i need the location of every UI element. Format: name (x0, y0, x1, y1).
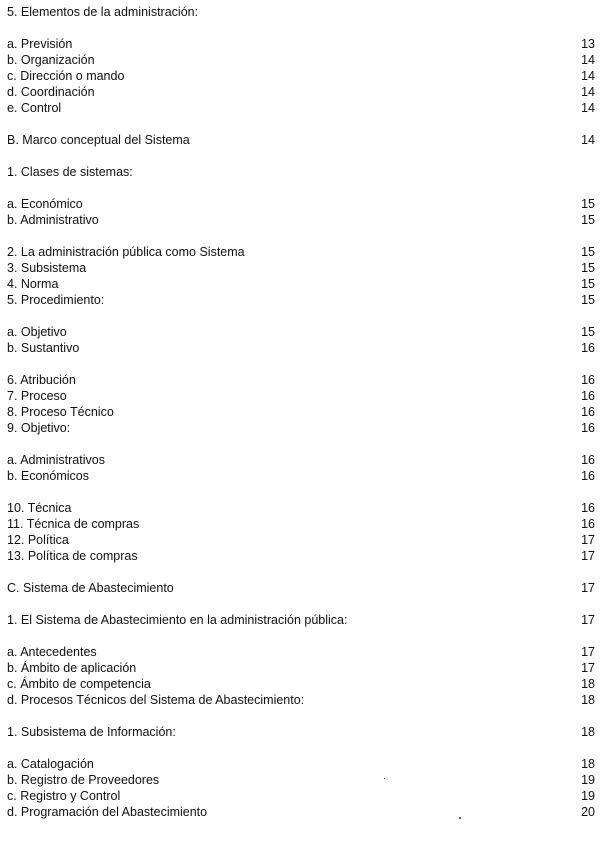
toc-entry (7, 516, 595, 532)
spacer (7, 484, 595, 500)
toc-entry-page: 14 (581, 69, 595, 83)
toc-entry-label: 1. Clases de sistemas: (7, 165, 133, 179)
toc-entry (7, 420, 595, 436)
toc-entry (7, 212, 595, 228)
toc-entry-page: 19 (581, 789, 595, 803)
toc-entry-page: 17 (581, 549, 595, 563)
toc-entry-label: a. Antecedentes (7, 645, 97, 659)
spacer (7, 228, 595, 244)
toc-entry (7, 372, 595, 388)
table-of-contents (7, 4, 595, 820)
spacer (7, 20, 595, 36)
toc-entry-page: 15 (581, 245, 595, 259)
toc-entry (7, 404, 595, 420)
toc-entry-page: 15 (581, 261, 595, 275)
toc-entry-label: 13. Política de compras (7, 549, 138, 563)
toc-entry-label: a. Previsión (7, 37, 73, 51)
toc-entry-page: 15 (581, 197, 595, 211)
toc-entry-page: 16 (581, 341, 595, 355)
toc-entry-label: b. Ámbito de aplicación (7, 661, 137, 675)
toc-entry-label: d. Coordinación (7, 85, 95, 99)
toc-entry (7, 276, 595, 292)
toc-entry (7, 468, 595, 484)
toc-entry (7, 196, 595, 212)
toc-entry (7, 532, 595, 548)
toc-entry (7, 100, 595, 116)
toc-entry-label: 2. La administración pública como Sistema (7, 245, 245, 259)
toc-entry (7, 500, 595, 516)
toc-entry-page: 16 (581, 421, 595, 435)
toc-entry-page: 17 (581, 613, 595, 627)
toc-entry-page: 18 (581, 725, 595, 739)
toc-entry-page: 18 (581, 757, 595, 771)
toc-entry-label: 5. Elementos de la administración: (7, 5, 199, 19)
toc-entry-label: 4. Norma (7, 277, 59, 291)
spacer (7, 564, 595, 580)
toc-entry-label: c. Ámbito de competencia (7, 677, 151, 691)
toc-entry (7, 36, 595, 52)
toc-entry-label: 3. Subsistema (7, 261, 87, 275)
toc-entry (7, 388, 595, 404)
toc-entry-label: d. Procesos Técnicos del Sistema de Abastecimiento: (7, 693, 305, 707)
toc-entry-page: 16 (581, 405, 595, 419)
toc-entry (7, 4, 595, 20)
toc-entry-page: 15 (581, 325, 595, 339)
toc-entry (7, 772, 595, 788)
toc-entry (7, 580, 595, 596)
spacer (7, 708, 595, 724)
toc-entry-label: C. Sistema de Abastecimiento (7, 581, 174, 595)
toc-entry-page: 15 (581, 277, 595, 291)
toc-entry-label: 9. Objetivo: (7, 421, 71, 435)
spacer (7, 148, 595, 164)
toc-entry-label: b. Organización (7, 53, 95, 67)
toc-entry-page: 17 (581, 581, 595, 595)
toc-entry-label: 5. Procedimiento: (7, 293, 105, 307)
toc-entry-label: a. Catalogación (7, 757, 94, 771)
spacer (7, 740, 595, 756)
toc-entry (7, 84, 595, 100)
speck (384, 778, 385, 779)
toc-entry-page: 16 (581, 517, 595, 531)
toc-entry-label: c. Registro y Control (7, 789, 121, 803)
toc-entry (7, 292, 595, 308)
toc-entry-label: a. Administrativos (7, 453, 105, 467)
toc-entry (7, 788, 595, 804)
toc-entry (7, 260, 595, 276)
toc-entry (7, 324, 595, 340)
toc-entry (7, 804, 595, 820)
spacer (7, 436, 595, 452)
toc-entry-page: 16 (581, 501, 595, 515)
toc-entry (7, 548, 595, 564)
toc-entry-label: c. Dirección o mando (7, 69, 125, 83)
toc-entry-label: 1. Subsistema de Información: (7, 725, 176, 739)
toc-entry-page: 18 (581, 677, 595, 691)
toc-entry-page: 15 (581, 293, 595, 307)
toc-entry-label: b. Económicos (7, 469, 89, 483)
toc-entry (7, 676, 595, 692)
spacer (7, 628, 595, 644)
toc-entry (7, 340, 595, 356)
toc-entry-page: 20 (581, 805, 595, 819)
toc-entry-label: d. Programación del Abastecimiento (7, 805, 208, 819)
toc-entry (7, 132, 595, 148)
toc-entry-label: b. Sustantivo (7, 341, 80, 355)
toc-entry-page: 14 (581, 101, 595, 115)
toc-entry (7, 52, 595, 68)
toc-entry-page: 16 (581, 469, 595, 483)
toc-entry-label: 7. Proceso (7, 389, 67, 403)
toc-entry-label: 11. Técnica de compras (7, 517, 140, 531)
toc-entry-label: b. Registro de Proveedores (7, 773, 160, 787)
spacer (7, 596, 595, 612)
spacer (7, 308, 595, 324)
toc-entry-label: 8. Proceso Técnico (7, 405, 114, 419)
toc-entry-page: 19 (581, 773, 595, 787)
toc-entry-page: 14 (581, 53, 595, 67)
toc-entry (7, 756, 595, 772)
toc-entry-page: 17 (581, 661, 595, 675)
toc-entry (7, 244, 595, 260)
toc-entry (7, 452, 595, 468)
spacer (7, 356, 595, 372)
speck (459, 817, 461, 819)
toc-entry-label: 10. Técnica (7, 501, 72, 515)
toc-entry (7, 612, 595, 628)
toc-entry-page: 14 (581, 85, 595, 99)
toc-entry (7, 724, 595, 740)
toc-entry (7, 644, 595, 660)
toc-entry-page: 13 (581, 37, 595, 51)
toc-entry-label: 6. Atribución (7, 373, 76, 387)
spacer (7, 116, 595, 132)
toc-entry-label: a. Objetivo (7, 325, 67, 339)
toc-entry-page: 17 (581, 645, 595, 659)
toc-entry-page: 15 (581, 213, 595, 227)
toc-entry (7, 692, 595, 708)
toc-entry-page: 18 (581, 693, 595, 707)
toc-entry-label: a. Económico (7, 197, 83, 211)
toc-entry (7, 68, 595, 84)
toc-entry-page: 17 (581, 533, 595, 547)
toc-entry-page: 14 (581, 133, 595, 147)
toc-entry-label: e. Control (7, 101, 62, 115)
toc-entry-label: B. Marco conceptual del Sistema (7, 133, 190, 147)
toc-entry (7, 660, 595, 676)
toc-entry-label: b. Administrativo (7, 213, 99, 227)
toc-entry (7, 164, 595, 180)
toc-entry-page: 16 (581, 389, 595, 403)
toc-entry-page: 16 (581, 373, 595, 387)
toc-entry-page: 16 (581, 453, 595, 467)
toc-entry-label: 1. El Sistema de Abastecimiento en la administración pública: (7, 613, 348, 627)
toc-entry-label: 12. Política (7, 533, 69, 547)
spacer (7, 180, 595, 196)
